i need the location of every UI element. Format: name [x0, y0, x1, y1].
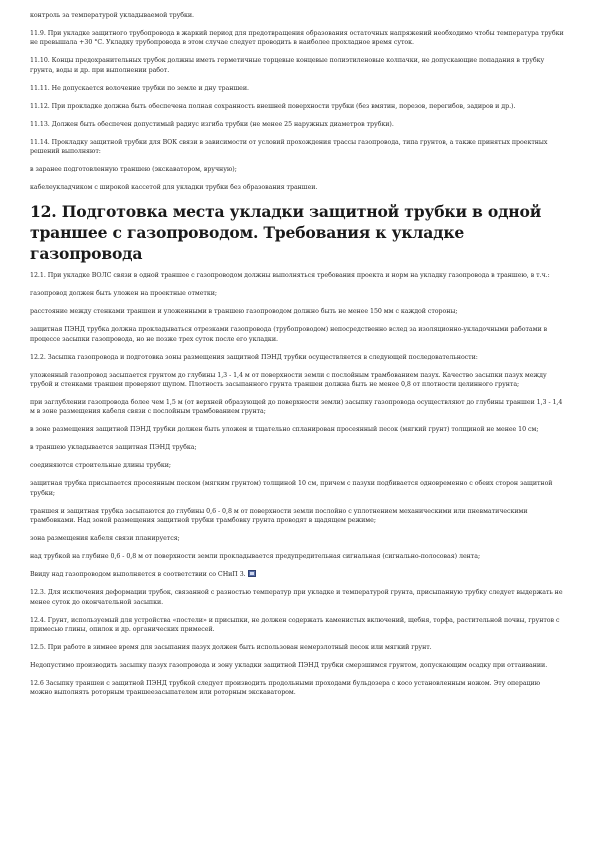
paragraph: 11.11. Не допускается волочение трубки по земле и дну траншеи.	[30, 84, 249, 92]
paragraph: Недопустимо производить засыпку пазух газопровода и зону укладки защитной ПЭНД трубки смерзшимся грунтом, допускающим осадку при оттаивании.	[30, 662, 548, 670]
paragraph: контроль за температурой укладываемой трубки.	[30, 12, 194, 19]
paragraph: 11.10. Концы предохранительных трубок должны иметь герметичные торцевые концевые полиэтиленовые колпачки, не допускающие попадания в трубку грунта, воды и др. при выполнении работ.	[30, 57, 545, 74]
paragraph: траншея и защитная трубка засыпаются до глубины 0,6 - 0,8 м от поверхности земли послойно с уплотнением механическими или пневматическими трамбовками. Над зоной размещения защитной трубки трамбовку грунта проводят в щадящем режиме;	[30, 507, 528, 525]
paragraph: в зоне размещения защитной ПЭНД трубки должен быть уложен и тщательно спланирован просеянный песок (мягкий грунт) толщиной не менее 10 см;	[30, 426, 539, 434]
paragraph: 12.6 Засыпку траншеи с защитной ПЭНД трубкой следует производить продольными проходами бульдозера с косо установленным ножом. Эту операцию можно выполнять роторным траншеезасыпателем или роторным экскаватором.	[30, 680, 541, 697]
paragraph: в траншею укладывается защитная ПЭНД трубка;	[30, 444, 197, 452]
paragraph: 11.13. Должен быть обеспечен допустимый радиус изгиба трубки (не менее 25 наружных диаметров трубки).	[30, 120, 394, 128]
paragraph: в заранее подготовленную траншею (экскаватором, вручную);	[30, 166, 237, 174]
paragraph: уложенный газопровод засыпается грунтом до глубины 1,3 - 1,4 м от поверхности земли с послойным трамбованием пазух. Качество засыпки пазух между трубой и стенками траншеи проверяют щупом. Плотность засыпанного грунта траншеи должна быть не менее 0,8 от плотности целинного грунта;	[30, 371, 547, 389]
paragraph: защитная трубка присыпается просеянным песком (мягким грунтом) толщиной 10 см, причем с пазухи подбивается одновременно с обеих сторон защитной трубки;	[30, 480, 553, 497]
paragraph: 11.14. Прокладку защитной трубки для ВОК связи в зависимости от условий прохождения трассы газопровода, типа грунтов, а также принятых проектных решений выполняют:	[30, 138, 548, 156]
document-link-icon[interactable]	[248, 570, 256, 577]
paragraph: 12.3. Для исключения деформации трубок, связанной с разностью температур при укладке и температурой грунта, присыпанную трубку следует выдержать не менее суток до окончательной засыпки.	[30, 589, 563, 606]
paragraph: защитная ПЭНД трубка должна прокладываться отрезками газопровода (трубопроводом) непосредственно вслед за изоляционно-укладочными работами в процессе засыпки газопровода, но не позже трех суток после его укладки.	[30, 326, 548, 343]
snip-reference-line	[30, 570, 564, 579]
section-heading: 12. Подготовка места укладки защитной трубки в одной траншее с газопроводом. Требования к укладке газопровода	[30, 202, 542, 264]
paragraph: зона размещения кабеля связи планируется;	[30, 535, 180, 543]
paragraph: над трубкой на глубине 0,6 - 0,8 м от поверхности земли прокладывается предупредительная сигнальная (сигнально-полосовая) лента;	[30, 553, 481, 561]
snip-text: Ввиду над газопроводом выполняется в соответствии со СНиП	[30, 571, 238, 579]
paragraph: соединяются строительные длины трубки;	[30, 462, 172, 470]
paragraph: 12.4. Грунт, используемый для устройства «постели» и присыпки, не должен содержать каменистых включений, щебня, торфа, растительной почвы, грунтов с примесью глины, опилок и др. органических примесей.	[30, 616, 560, 634]
paragraph: 12.5. При работе в зимнее время для засыпания пазух должен быть использован немерзлотный песок или мягкий грунт.	[30, 644, 432, 652]
paragraph: 12.1. При укладке ВОЛС связи в одной траншее с газопроводом должны выполняться требования проекта и норм на укладку газопровода в траншею, в т.ч.:	[30, 272, 550, 280]
paragraph: при заглублении газопровода более чем 1,5 м (от верхней образующей до поверхности земли) засыпку газопровода осуществляют до глубины траншеи 1,3 - 1,4 м в зоне размещения кабеля связи с послойным трамбованием грунта;	[30, 399, 563, 416]
paragraph: кабелеукладчиком с широкой кассетой для укладки трубки без образования траншеи.	[30, 184, 318, 192]
paragraph: газопровод должен быть уложен на проектные отметки;	[30, 290, 217, 298]
paragraph: расстояние между стенками траншеи и уложенными в траншею газопроводом должно быть не менее 150 мм с каждой стороны;	[30, 308, 458, 316]
paragraph: 12.2. Засыпка газопровода и подготовка зоны размещения защитной ПЭНД трубки осуществляется в следующей последовательности:	[30, 353, 478, 361]
paragraph: 11.9. При укладке защитного трубопровода в жаркий период для предотвращения образования остаточных напряжений необходимо чтобы температура трубки не превышала +30 °С. Укладку трубопровода в этом случае следует проводить в наиболее прохладное время суток.	[30, 30, 564, 47]
document-body	[30, 11, 564, 706]
paragraph: 11.12. При прокладке должна быть обеспечена полная сохранность внешней поверхности трубки (без вмятин, порезов, перегибов, задиров и др.).	[30, 102, 516, 110]
snip-reference-number[interactable]: 3.	[239, 571, 246, 579]
